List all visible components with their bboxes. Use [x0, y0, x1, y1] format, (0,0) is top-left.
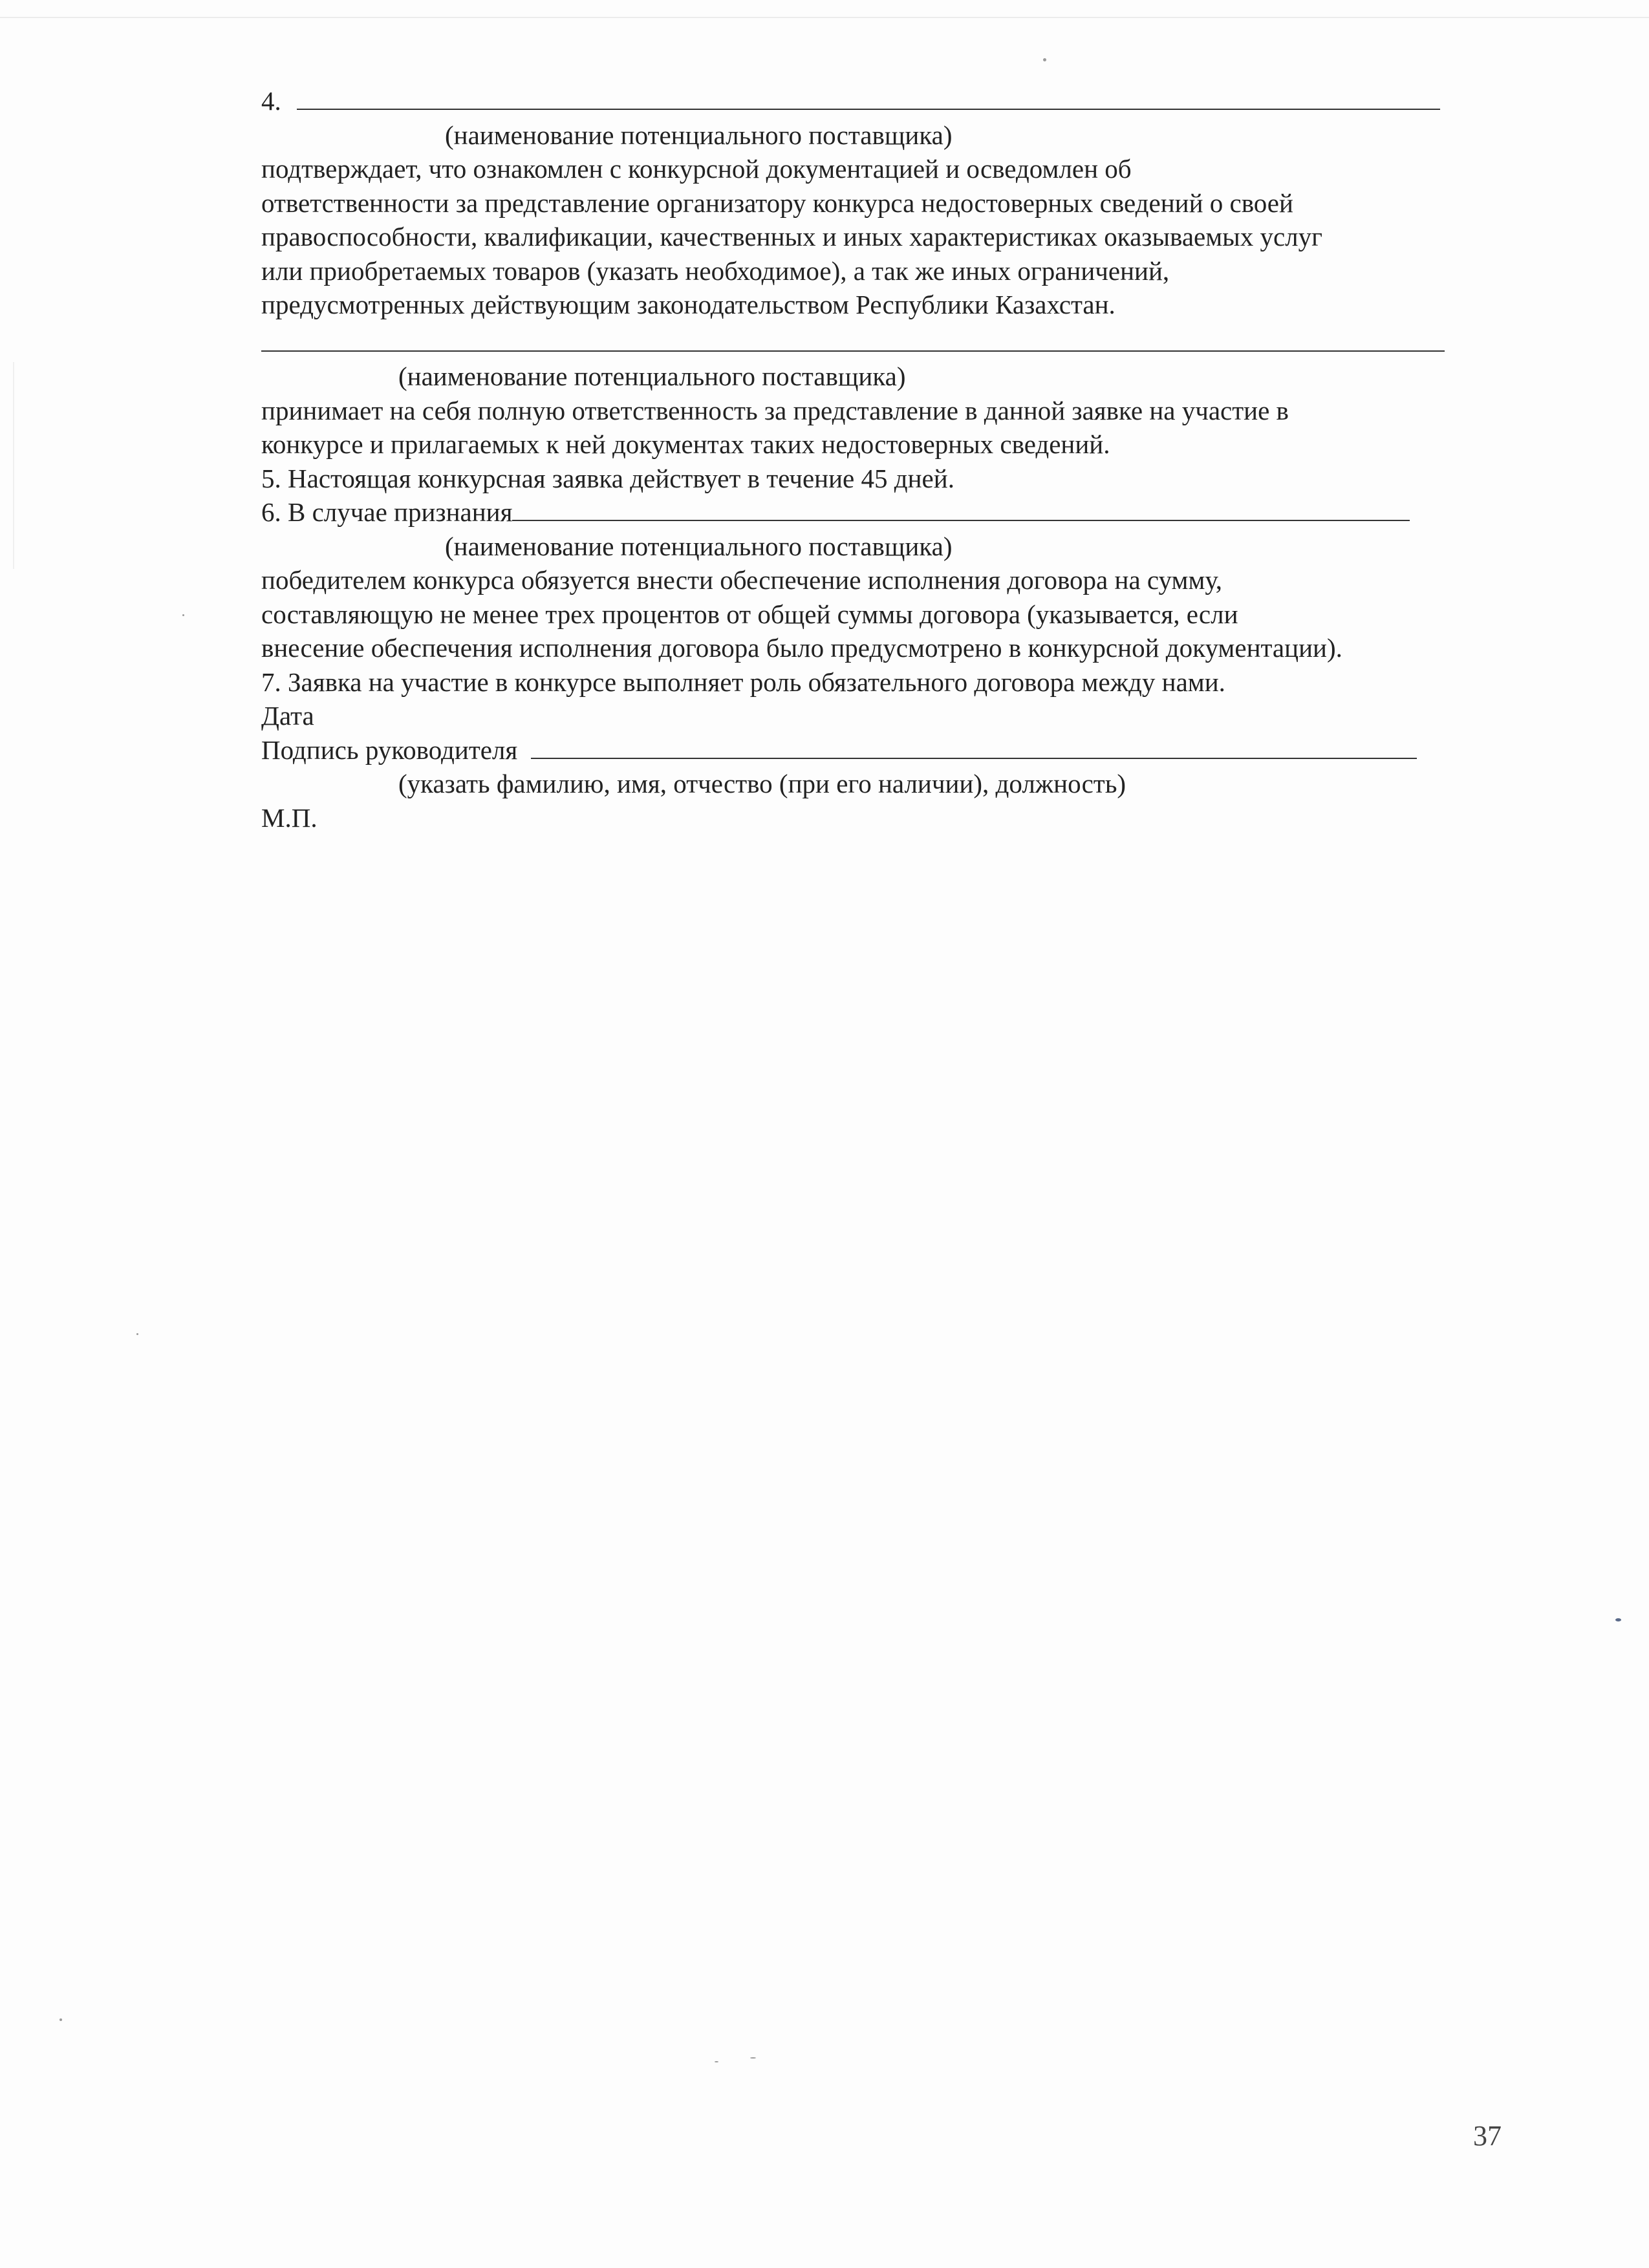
paragraph-line: подтверждает, что ознакомлен с конкурсной документацией и осведомлен об: [261, 154, 1132, 184]
item-5: 5. Настоящая конкурсная заявка действует в течение 45 дней.: [261, 463, 954, 493]
scan-edge: [13, 362, 14, 569]
field-caption: (наименование потенциального поставщика): [445, 531, 953, 561]
stamp-label: М.П.: [261, 802, 318, 833]
field-caption: (наименование потенциального поставщика): [398, 361, 906, 391]
supplier-name-blank: [261, 328, 1445, 352]
field-caption: (указать фамилию, имя, отчество (при его наличии), должность): [398, 769, 1126, 798]
item-4-line: [261, 84, 1451, 118]
scan-edge: [0, 17, 1649, 18]
paragraph-line: правоспособности, квалификации, качественных и иных характеристиках оказываемых услуг: [261, 222, 1322, 251]
document-body: [261, 84, 1451, 835]
scan-speck: [1615, 1618, 1621, 1621]
signature-line: [261, 733, 1451, 767]
scan-speck: [1043, 58, 1046, 61]
scan-speck: [136, 1333, 138, 1335]
paragraph-line: составляющую не менее трех процентов от общей суммы договора (указывается, если: [261, 599, 1238, 629]
field-caption: (наименование потенциального поставщика): [445, 120, 953, 150]
scan-speck: [182, 614, 184, 616]
paragraph-line: предусмотренных действующим законодательством Республики Казахстан.: [261, 290, 1116, 319]
scan-speck: [59, 2018, 62, 2021]
paragraph-line: внесение обеспечения исполнения договора было предусмотрено в конкурсной документации).: [261, 633, 1342, 663]
item-number: 4.: [261, 86, 281, 116]
item-7: 7. Заявка на участие в конкурсе выполняет роль обязательного договора между нами.: [261, 667, 1225, 697]
date-label: Дата: [261, 701, 314, 731]
signature-blank: [531, 736, 1417, 759]
paragraph-line: ответственности за представление организатору конкурса недостоверных сведений о своей: [261, 187, 1293, 218]
paragraph-line: конкурсе и прилагаемых к ней документах таких недостоверных сведений.: [261, 429, 1110, 459]
item-6-line: [261, 495, 1451, 530]
paragraph-line: принимает на себя полную ответственность за представление в данной заявке на участие в: [261, 395, 1289, 425]
supplier-name-line: [261, 326, 1451, 360]
signature-label: Подпись руководителя: [261, 734, 518, 765]
item-6-label: 6. В случае признания: [261, 497, 513, 527]
paragraph-line: победителем конкурса обязуется внести обеспечение исполнения договора на сумму,: [261, 565, 1223, 595]
scan-speck: [715, 2061, 718, 2062]
supplier-name-blank: [512, 498, 1410, 521]
page-number: 37: [1473, 2120, 1502, 2152]
scan-speck: [750, 2057, 756, 2059]
supplier-name-blank: [297, 87, 1440, 110]
paragraph-line: или приобретаемых товаров (указать необходимое), а так же иных ограничений,: [261, 255, 1170, 286]
